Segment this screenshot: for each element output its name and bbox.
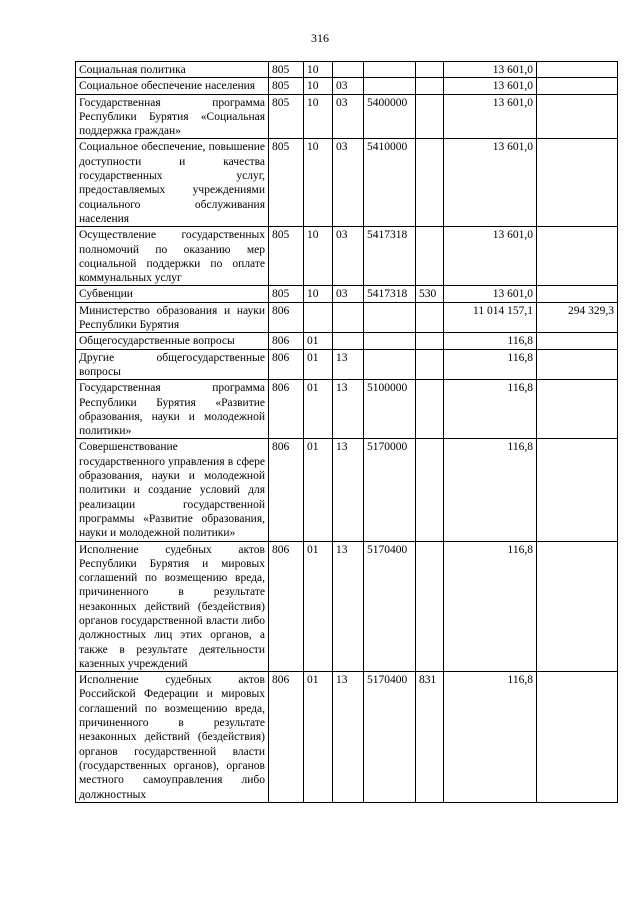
- target-article-cell: [364, 333, 416, 349]
- section-code-cell: 10: [304, 139, 333, 227]
- expense-type-cell: [416, 94, 444, 139]
- amount-cell: 13 601,0: [444, 62, 537, 78]
- amount-secondary-cell: 294 329,3: [537, 302, 618, 333]
- table-row: [76, 94, 618, 139]
- section-code-cell: 10: [304, 62, 333, 78]
- section-code-cell: 01: [304, 349, 333, 380]
- target-article-cell: 5417318: [364, 227, 416, 286]
- expense-type-cell: 831: [416, 672, 444, 803]
- amount-cell: 116,8: [444, 349, 537, 380]
- ministry-code-cell: 805: [269, 227, 304, 286]
- target-article-cell: [364, 302, 416, 333]
- table-row: [76, 333, 618, 349]
- amount-cell: 11 014 157,1: [444, 302, 537, 333]
- table-row: [76, 286, 618, 302]
- page-number: 316: [311, 31, 329, 45]
- row-name-cell: Исполнение судебных актов Российской Федерации и мировых соглашений по возмещению вреда, причиненного в результате незаконных действий (бездействия) органов государственной власти (государственных органов), органов местного самоуправления либо должностных: [76, 672, 269, 803]
- table-row: [76, 302, 618, 333]
- section-code-cell: 10: [304, 78, 333, 94]
- table-body: [76, 62, 618, 803]
- table-row: [76, 349, 618, 380]
- amount-secondary-cell: [537, 380, 618, 439]
- amount-secondary-cell: [537, 94, 618, 139]
- expense-type-cell: [416, 302, 444, 333]
- amount-secondary-cell: [537, 672, 618, 803]
- expense-type-cell: [416, 333, 444, 349]
- target-article-cell: [364, 78, 416, 94]
- subsection-code-cell: 13: [333, 672, 364, 803]
- ministry-code-cell: 805: [269, 286, 304, 302]
- table-row: [76, 672, 618, 803]
- section-code-cell: [304, 302, 333, 333]
- amount-cell: 13 601,0: [444, 139, 537, 227]
- subsection-code-cell: 03: [333, 139, 364, 227]
- row-name-cell: Государственная программа Республики Бурятия «Развитие образования, науки и молодежной политики»: [76, 380, 269, 439]
- target-article-cell: [364, 62, 416, 78]
- expense-type-cell: 530: [416, 286, 444, 302]
- table-row: [76, 139, 618, 227]
- ministry-code-cell: 806: [269, 439, 304, 541]
- ministry-code-cell: 805: [269, 94, 304, 139]
- row-name-cell: Осуществление государственных полномочий по оказанию мер социальной поддержки по оплате коммунальных услуг: [76, 227, 269, 286]
- section-code-cell: 01: [304, 439, 333, 541]
- amount-cell: 13 601,0: [444, 227, 537, 286]
- section-code-cell: 01: [304, 380, 333, 439]
- amount-secondary-cell: [537, 333, 618, 349]
- amount-cell: 116,8: [444, 541, 537, 672]
- target-article-cell: 5170000: [364, 439, 416, 541]
- section-code-cell: 01: [304, 672, 333, 803]
- amount-cell: 13 601,0: [444, 78, 537, 94]
- expense-type-cell: [416, 227, 444, 286]
- amount-cell: 116,8: [444, 380, 537, 439]
- amount-secondary-cell: [537, 78, 618, 94]
- target-article-cell: 5410000: [364, 139, 416, 227]
- section-code-cell: 10: [304, 227, 333, 286]
- subsection-code-cell: 13: [333, 541, 364, 672]
- row-name-cell: Социальное обеспечение, повышение доступности и качества государственных услуг, предоставляемых учреждениями социального обслуживания населения: [76, 139, 269, 227]
- subsection-code-cell: 03: [333, 286, 364, 302]
- table-row: [76, 541, 618, 672]
- ministry-code-cell: 806: [269, 380, 304, 439]
- budget-table: [75, 61, 618, 803]
- amount-secondary-cell: [537, 439, 618, 541]
- ministry-code-cell: 805: [269, 139, 304, 227]
- subsection-code-cell: 03: [333, 78, 364, 94]
- subsection-code-cell: [333, 302, 364, 333]
- subsection-code-cell: 03: [333, 94, 364, 139]
- section-code-cell: 01: [304, 541, 333, 672]
- row-name-cell: Совершенствование государственного управления в сфере образования, науки и молодежной политики и создание условий для реализации государственной программы «Развитие образования, науки и молодежной политики»: [76, 439, 269, 541]
- ministry-code-cell: 805: [269, 62, 304, 78]
- row-name-cell: Другие общегосударственные вопросы: [76, 349, 269, 380]
- subsection-code-cell: [333, 62, 364, 78]
- expense-type-cell: [416, 139, 444, 227]
- expense-type-cell: [416, 78, 444, 94]
- ministry-code-cell: 806: [269, 302, 304, 333]
- target-article-cell: 5170400: [364, 672, 416, 803]
- ministry-code-cell: 806: [269, 541, 304, 672]
- row-name-cell: Государственная программа Республики Бурятия «Социальная поддержка граждан»: [76, 94, 269, 139]
- section-code-cell: 01: [304, 333, 333, 349]
- amount-secondary-cell: [537, 541, 618, 672]
- subsection-code-cell: 03: [333, 227, 364, 286]
- expense-type-cell: [416, 380, 444, 439]
- expense-type-cell: [416, 541, 444, 672]
- row-name-cell: Субвенции: [76, 286, 269, 302]
- amount-cell: 116,8: [444, 333, 537, 349]
- amount-cell: 116,8: [444, 439, 537, 541]
- table-row: [76, 78, 618, 94]
- target-article-cell: 5417318: [364, 286, 416, 302]
- target-article-cell: 5100000: [364, 380, 416, 439]
- amount-cell: 116,8: [444, 672, 537, 803]
- section-code-cell: 10: [304, 286, 333, 302]
- table-row: [76, 227, 618, 286]
- amount-secondary-cell: [537, 62, 618, 78]
- expense-type-cell: [416, 62, 444, 78]
- target-article-cell: 5170400: [364, 541, 416, 672]
- amount-secondary-cell: [537, 349, 618, 380]
- row-name-cell: Социальное обеспечение населения: [76, 78, 269, 94]
- subsection-code-cell: 13: [333, 439, 364, 541]
- row-name-cell: Социальная политика: [76, 62, 269, 78]
- row-name-cell: Исполнение судебных актов Республики Бурятия и мировых соглашений по возмещению вреда, причиненного в результате незаконных действий (бездействия) органов государственной власти либо должностных лиц этих органов, а также в результате деятельности казенных учреждений: [76, 541, 269, 672]
- table-row: [76, 439, 618, 541]
- ministry-code-cell: 806: [269, 333, 304, 349]
- section-code-cell: 10: [304, 94, 333, 139]
- subsection-code-cell: 13: [333, 349, 364, 380]
- expense-type-cell: [416, 349, 444, 380]
- table-row: [76, 380, 618, 439]
- subsection-code-cell: 13: [333, 380, 364, 439]
- amount-cell: 13 601,0: [444, 94, 537, 139]
- target-article-cell: 5400000: [364, 94, 416, 139]
- table-row: [76, 62, 618, 78]
- subsection-code-cell: [333, 333, 364, 349]
- target-article-cell: [364, 349, 416, 380]
- row-name-cell: Общегосударственные вопросы: [76, 333, 269, 349]
- row-name-cell: Министерство образования и науки Республики Бурятия: [76, 302, 269, 333]
- amount-secondary-cell: [537, 286, 618, 302]
- ministry-code-cell: 806: [269, 672, 304, 803]
- amount-cell: 13 601,0: [444, 286, 537, 302]
- ministry-code-cell: 805: [269, 78, 304, 94]
- amount-secondary-cell: [537, 139, 618, 227]
- expense-type-cell: [416, 439, 444, 541]
- ministry-code-cell: 806: [269, 349, 304, 380]
- amount-secondary-cell: [537, 227, 618, 286]
